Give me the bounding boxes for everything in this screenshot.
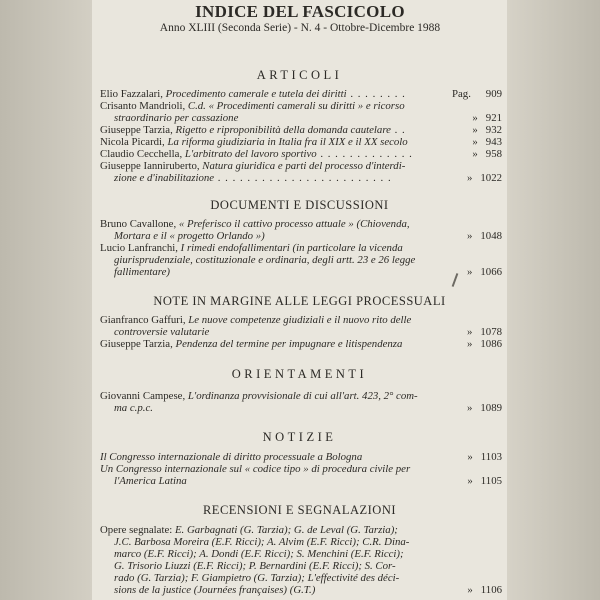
toc-entry-tarzia-1: Giuseppe Tarzia, Rigetto e riproponibilità della domanda cautelare . . (100, 124, 406, 136)
page-number: » 943 (472, 136, 502, 148)
section-orientamenti: ORIENTAMENTI (231, 367, 368, 381)
page-number: » 1086 (467, 338, 502, 350)
pag-label: Pag. (452, 88, 471, 100)
page-number: » 1066 (467, 266, 502, 278)
page-edge-right (507, 0, 600, 600)
toc-entry-congresso-latina: Un Congresso internazionale sul « codice tipo » di procedura civile per l'America Latina (100, 463, 411, 487)
page-number: 909 (485, 88, 502, 100)
page-edge-left (0, 0, 92, 600)
toc-entry-campese: Giovanni Campese, L'ordinanza provvisionale di cui all'art. 423, 2° com- ma c.p.c. (100, 390, 418, 414)
toc-entry-ianniruberto: Giuseppe Ianniruberto, Natura giuridica e parti del processo d'interdi- zione e d'inabilitazione . . . . . . . . . . . . . . . . . . . . . . . . (100, 160, 406, 184)
toc-entry-opere-segnalate: Opere segnalate: E. Garbagnati (G. Tarzia); G. de Leval (G. Tarzia); J.C. Barbosa Moreira (E.F. Ricci); A. Alvim (E.F. Ricci); C.R. Dina- marco (E.F. Ricci); A. Dondi (E.F. Ricci); S. Menchini (E.F. Ricci); G. Trisorio Liuzzi (E.F. Ricci); P. Bernardini (E.F. Ricci); S. Cor- rado (G. Tarzia); F. Giampietro (G. Tarzia); L'effectivité des déci- sions de la justice (Journées françaises) (G.T.) (100, 524, 410, 596)
toc-entry-fazzalari: Elio Fazzalari, Procedimento camerale e tutela dei diritti . . . . . . . . (100, 88, 406, 100)
section-documenti: DOCUMENTI E DISCUSSIONI (210, 198, 389, 212)
section-note: NOTE IN MARGINE ALLE LEGGI PROCESSUALI (153, 294, 446, 308)
section-articoli: ARTICOLI (256, 68, 343, 82)
page-subtitle: Anno XLIII (Seconda Serie) - N. 4 - Ottobre-Dicembre 1988 (159, 22, 441, 34)
page-number: » 1105 (467, 475, 502, 487)
section-notizie: NOTIZIE (262, 430, 337, 444)
toc-entry-congresso-bologna: Il Congresso internazionale di diritto processuale a Bologna (100, 451, 363, 463)
page-number: » 1022 (467, 172, 502, 184)
page-number: » 1106 (467, 584, 502, 596)
page-number: » 921 (472, 112, 502, 124)
toc-entry-lanfranchi: Lucio Lanfranchi, I rimedi endofallimentari (in particolare la vicenda giurisprudenziale, costituzionale e ordinaria, degli artt. 23 e 26 legge fallimentare) (100, 242, 416, 278)
page-number: » 932 (472, 124, 502, 136)
page-number: » 1048 (467, 230, 502, 242)
page-number: » 1078 (467, 326, 502, 338)
section-recensioni: RECENSIONI E SEGNALAZIONI (202, 503, 397, 517)
page-number: » 1089 (467, 402, 502, 414)
page-number: » 1103 (467, 451, 502, 463)
toc-entry-cavallone: Bruno Cavallone, « Preferisco il cattivo processo attuale » (Chiovenda, Mortara e il « progetto Orlando ») (100, 218, 410, 242)
toc-entry-gaffuri: Gianfranco Gaffuri, Le nuove competenze giudiziali e il nuovo rito delle controversie valutarie (100, 314, 412, 338)
toc-entry-mandrioli: Crisanto Mandrioli, C.d. « Procedimenti camerali su diritti » e ricorso straordinario per cassazione (100, 100, 405, 124)
toc-entry-picardi: Nicola Picardi, La riforma giudiziaria in Italia fra il XIX e il XX secolo (100, 136, 408, 148)
page-number: » 958 (472, 148, 502, 160)
page-title: INDICE DEL FASCICOLO (195, 2, 405, 21)
toc-entry-cecchella: Claudio Cecchella, L'arbitrato del lavoro sportivo . . . . . . . . . . . . . (100, 148, 413, 160)
toc-entry-tarzia-2: Giuseppe Tarzia, Pendenza del termine per impugnare e litispendenza (100, 338, 403, 350)
